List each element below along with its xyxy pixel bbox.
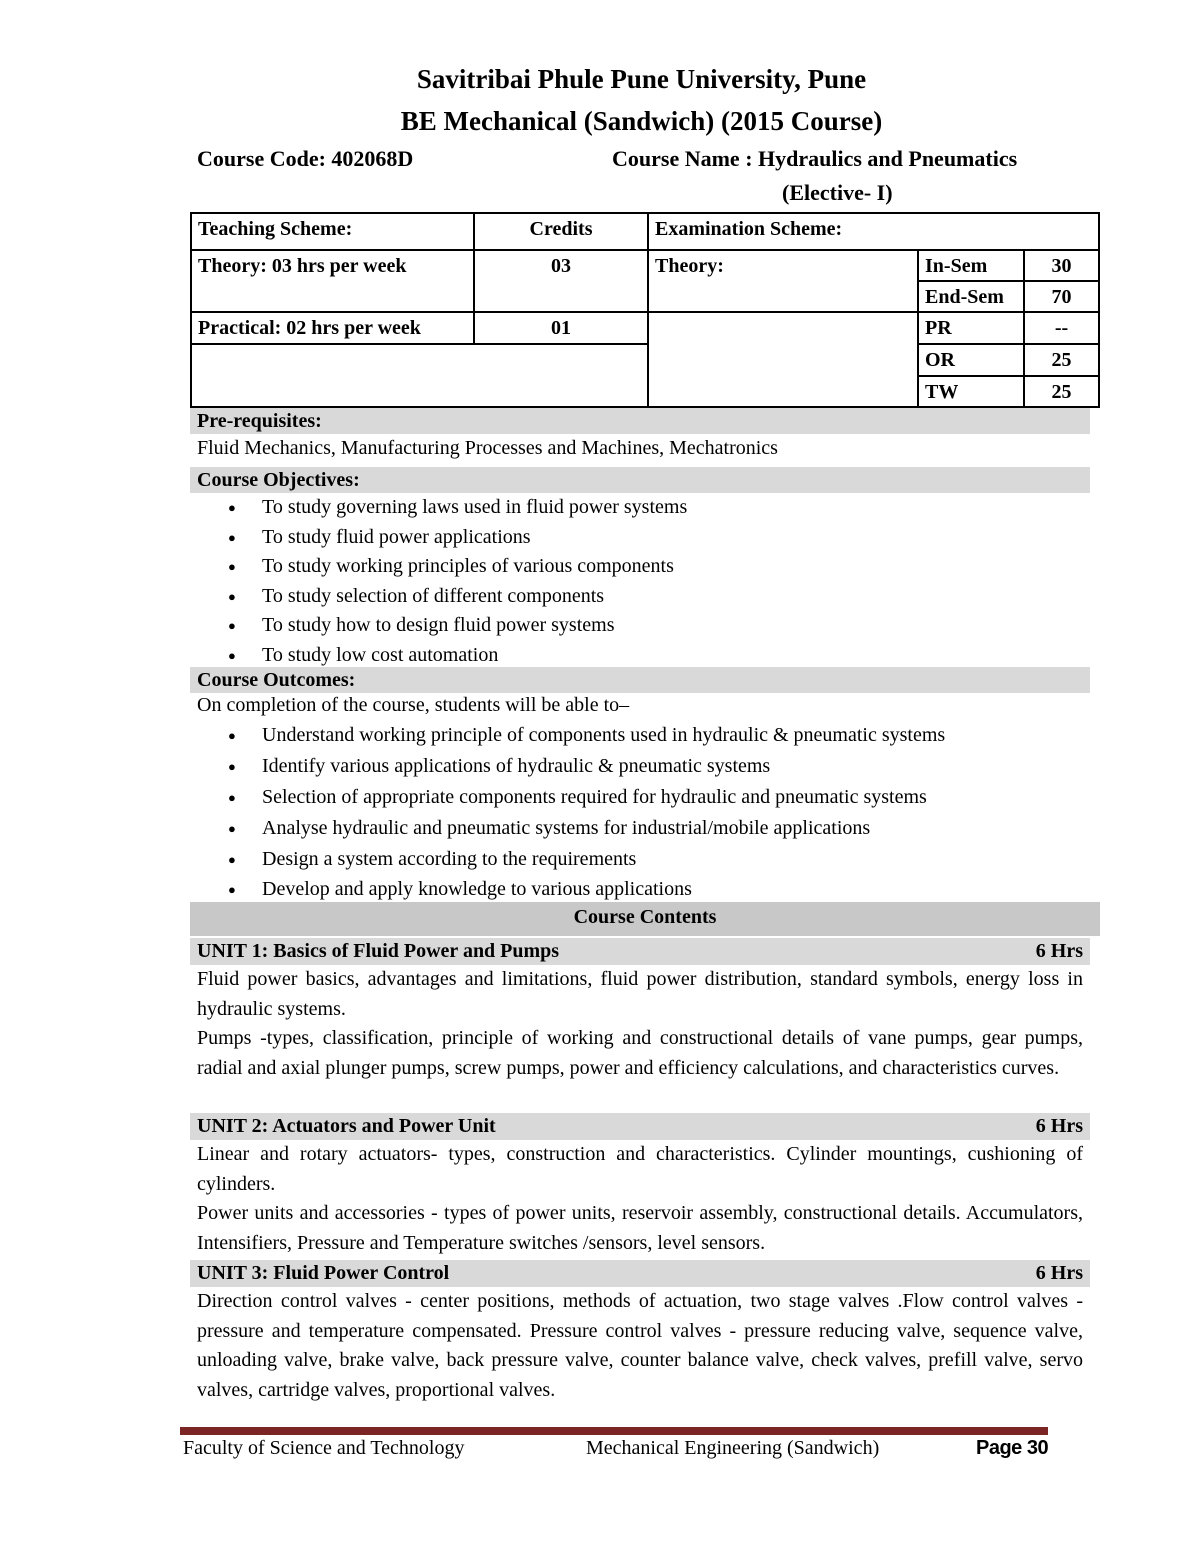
- program-title: BE Mechanical (Sandwich) (2015 Course): [400, 106, 883, 136]
- prerequisites-heading: Pre-requisites:: [190, 408, 1090, 434]
- objectives-list: [190, 493, 1090, 670]
- unit-hours: 6 Hrs: [1035, 1115, 1083, 1137]
- list-item: ● To study fluid power applications: [190, 523, 1090, 553]
- unit-2: [190, 1113, 1090, 1258]
- list-item: ● Analyse hydraulic and pneumatic systems for industrial/mobile applications: [190, 813, 1090, 844]
- list-item: ● To study working principles of various components: [190, 552, 1090, 582]
- unit-title: UNIT 3: Fluid Power Control: [197, 1262, 450, 1284]
- unit-hours: 6 Hrs: [1035, 1262, 1083, 1284]
- end-sem-label: End-Sem: [917, 280, 1025, 313]
- objectives-section: [190, 467, 1090, 670]
- unit-title: UNIT 1: Basics of Fluid Power and Pumps: [197, 940, 560, 962]
- credits-header: Credits: [473, 212, 649, 251]
- course-code: Course Code: 402068D: [197, 146, 414, 171]
- unit-header: [190, 1260, 1090, 1287]
- unit-header: [190, 938, 1090, 965]
- exam-scheme-header: Examination Scheme:: [647, 212, 1100, 251]
- pr-value: --: [1023, 311, 1100, 345]
- elective-label: (Elective- I): [782, 180, 893, 205]
- in-sem-value: 30: [1023, 249, 1100, 282]
- unit-paragraph: Direction control valves - center positions, methods of actuation, two stage valves .Flow control valves - pressure and temperature compensated. Pressure control valves - pressure reducing valve, sequence valve, unloading valve, brake valve, back pressure valve, counter balance valve, check valves, prefill valve, servo valves, cartridge valves, proportional valves.: [197, 1290, 1083, 1401]
- objectives-heading: Course Objectives:: [190, 467, 1090, 493]
- list-item: ● Understand working principle of components used in hydraulic & pneumatic systems: [190, 720, 1090, 751]
- list-item: ● Identify various applications of hydraulic & pneumatic systems: [190, 751, 1090, 782]
- end-sem-value: 70: [1023, 280, 1100, 313]
- prerequisites-section: [190, 408, 1090, 463]
- unit-header: [190, 1113, 1090, 1140]
- theory-hours: Theory: 03 hrs per week: [190, 249, 475, 313]
- practical-hours: Practical: 02 hrs per week: [190, 311, 475, 345]
- unit-paragraph: Linear and rotary actuators- types, construction and characteristics. Cylinder mountings, cushioning of cylinders.: [197, 1143, 1083, 1195]
- unit-paragraph: Fluid power basics, advantages and limitations, fluid power distribution, standard symbols, energy loss in hydraulic systems.: [197, 968, 1083, 1020]
- page-number: Page 30: [976, 1437, 1049, 1459]
- teaching-scheme-header: Teaching Scheme:: [190, 212, 475, 251]
- list-item: ● To study governing laws used in fluid power systems: [190, 493, 1090, 523]
- outcomes-heading: Course Outcomes:: [190, 667, 1090, 693]
- list-item: ● Selection of appropriate components required for hydraulic and pneumatic systems: [190, 782, 1090, 813]
- pr-label: PR: [917, 311, 1025, 345]
- list-item: ● Design a system according to the requirements: [190, 844, 1090, 875]
- list-item: ● To study how to design fluid power systems: [190, 611, 1090, 641]
- outcomes-section: [190, 667, 1090, 904]
- unit-1: [190, 938, 1090, 1083]
- in-sem-label: In-Sem: [917, 249, 1025, 282]
- empty-exam-cell: [647, 311, 919, 408]
- or-label: OR: [917, 343, 1025, 377]
- unit-paragraph: Power units and accessories - types of power units, reservoir assembly, constructional details. Accumulators, Intensifiers, Pressure and Temperature switches /sensors, level sensors.: [197, 1202, 1083, 1254]
- unit-title: UNIT 2: Actuators and Power Unit: [197, 1115, 496, 1137]
- footer-faculty: Faculty of Science and Technology: [183, 1437, 465, 1459]
- theory-credits: 03: [473, 249, 649, 313]
- prerequisites-text: Fluid Mechanics, Manufacturing Processes and Machines, Mechatronics: [197, 437, 778, 459]
- list-item: ● To study selection of different components: [190, 582, 1090, 612]
- empty-cell: [190, 343, 649, 408]
- unit-hours: 6 Hrs: [1035, 940, 1083, 962]
- footer-rule: [180, 1427, 1048, 1435]
- list-item: ● To study low cost automation: [190, 641, 1090, 671]
- course-name: Course Name : Hydraulics and Pneumatics: [612, 146, 1018, 171]
- unit-3: [190, 1260, 1090, 1405]
- scheme-table: [190, 212, 1100, 408]
- list-item: ● Develop and apply knowledge to various applications: [190, 875, 1090, 904]
- outcomes-list: [190, 720, 1090, 904]
- or-value: 25: [1023, 343, 1100, 377]
- footer-department: Mechanical Engineering (Sandwich): [586, 1437, 880, 1459]
- university-title: Savitribai Phule Pune University, Pune: [416, 64, 867, 94]
- theory-label: Theory:: [647, 249, 919, 313]
- tw-value: 25: [1023, 375, 1100, 408]
- course-contents-heading: Course Contents: [190, 902, 1100, 936]
- practical-credits: 01: [473, 311, 649, 345]
- outcomes-intro: On completion of the course, students will be able to–: [197, 694, 630, 716]
- unit-paragraph: Pumps -types, classification, principle of working and constructional details of vane pumps, gear pumps, radial and axial plunger pumps, screw pumps, power and efficiency calculations, and characteristics curves.: [197, 1027, 1083, 1079]
- tw-label: TW: [917, 375, 1025, 408]
